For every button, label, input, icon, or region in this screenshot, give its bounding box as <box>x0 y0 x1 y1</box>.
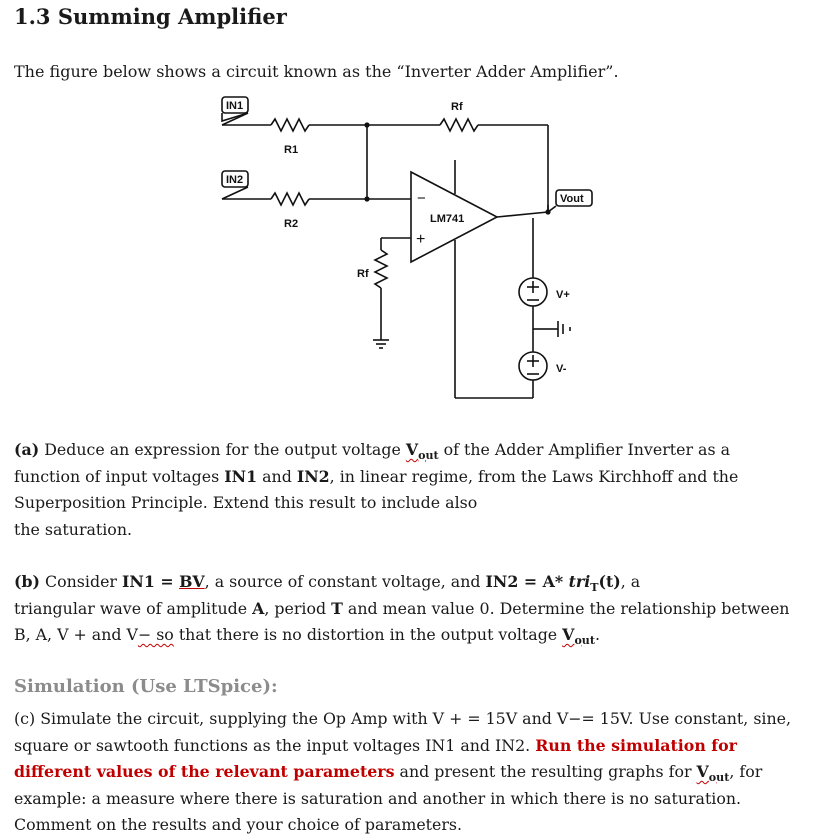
part-a-label: (a) <box>14 440 40 459</box>
junction-dot <box>545 209 550 214</box>
section-title: 1.3 Summing Amplifier <box>14 4 287 29</box>
r2-resistor <box>271 193 309 205</box>
r1-resistor <box>271 119 309 131</box>
opamp-minus: − <box>417 190 426 207</box>
part-b-paragraph: (b) Consider IN1 = BV, a source of constant voltage, and IN2 = A* tri$_T$(t), a triangular wave of amplitude A, period T and mean value 0. Determine the relationship between B, A, V + and V− so that there is no distortion in the output voltage $V_{out}$. <box>14 572 790 648</box>
intro-text: The figure below shows a circuit known as the “Inverter Adder Amplifier”. <box>14 62 619 81</box>
part-b-label: (b) <box>14 572 40 591</box>
vplus-label: V+ <box>556 289 570 301</box>
vout-label: Vout <box>560 193 584 205</box>
part-a-paragraph: (a) Deduce an expression for the output voltage $V_{out}$ of the Adder Amplifier Inverter as a function of input voltages IN1 and IN2, in linear regime, from the Laws Kirchhoff and the Superposition Principle. Extend this result to include also the saturation. <box>14 440 739 539</box>
vout-term: $V_{out}$ <box>405 440 439 463</box>
in1-label: IN1 <box>226 100 244 112</box>
vminus-label: V- <box>556 363 567 375</box>
junction-dot <box>364 196 369 201</box>
opamp-plus: + <box>416 231 426 248</box>
opamp-label: LM741 <box>430 213 465 225</box>
rf-ground-resistor <box>375 250 387 288</box>
simulation-heading: Simulation (Use LTSpice): <box>14 676 278 697</box>
rf-top-label: Rf <box>451 101 463 113</box>
junction-dot <box>364 122 369 127</box>
rf-ground-label: Rf <box>357 268 369 280</box>
r1-label: R1 <box>284 144 299 156</box>
part-c-paragraph: (c) Simulate the circuit, supplying the Op Amp with V + = 15V and V−= 15V. Use constant, sine, square or sawtooth functions as the input voltages IN1 and IN2. Run the simulation for different values of the relevant parameters and present the resulting graphs for $V_{out}$, for example: a measure where there is saturation and another in which there is no saturation. Comment on the results and your choice of parameters. <box>14 709 792 834</box>
r2-label: R2 <box>284 218 299 230</box>
in2-label: IN2 <box>226 174 244 186</box>
rf-feedback-resistor <box>440 119 478 131</box>
